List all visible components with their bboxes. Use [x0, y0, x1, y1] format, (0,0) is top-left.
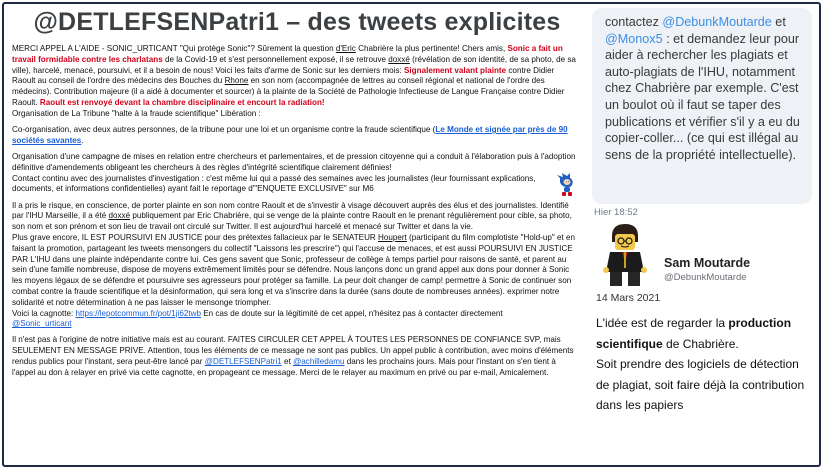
text-segment: contre Didier Raoult au conseil de l'ordre des médecins des Bouches du: [12, 65, 555, 86]
paragraph-tribune: [12, 125, 576, 147]
text-segment: (participant du film complotiste "Hold-up" et en faisant la promotion, partageant les tweets mensongers du collectif "Laissons les prescrire") qui l'accuse de menaces, et est aussi POURSUIVI EN JUSTICE PAR L'IHU dans une plainte indépendante contre lui. Ces gens savent que Sonic, professeur de collège à temps partiel pour raisons de santé, et parent au sein d'une famille nombreuse, dispose de moyens extrêmement limités pour se défendre. Nous lançons donc un grand appel aux dons pour donner à Sonic les moyens légaux de se défendre et poursuivre ses agresseurs pour protéger sa famille. La peur doit changer de camp! permettre à Sonic de continuer son combat contre la fraude scientifique et la désinformation, qui sera long et va s'inscrire dans la durée (sans doute de nombreuses années). exprimer notre solidarité et notre détermination à ne pas laisser le mensonge triompher.: [12, 232, 575, 307]
lego-figure-avatar[interactable]: [602, 222, 648, 288]
profile-handle[interactable]: @DebunkMoutarde: [664, 272, 747, 283]
mention-debunkmoutarde[interactable]: @DebunkMoutarde: [662, 15, 772, 29]
highlight-red: Sonic a fait un travail formidable contre les charlatans: [12, 44, 563, 64]
page-title: @DETLEFSENPatri1 – des tweets explicites: [33, 8, 561, 36]
text-segment: doxxé: [108, 211, 131, 221]
text-segment: publiquement par Eric Chabrière, qui se venge de la plainte contre Raoult en le prenant régulièrement pour cible, sa photo, son nom et son prénom et son lieu de travail ont circulé sur Twitter. Il est aujourd'hui harcelé et menacé sur Twitter et dans la vie.: [12, 211, 572, 232]
text-segment: doxxé: [388, 54, 410, 64]
message-bubble: [592, 8, 812, 204]
message-timestamp: Hier 18:52: [594, 207, 638, 218]
text-segment: Co-organisation, avec deux autres personnes, de la tribune pour une loi et un organisme contre la fraude scientifique (: [12, 124, 436, 134]
tweet-message-body: [12, 44, 576, 379]
text-segment: Rhone: [224, 76, 249, 86]
text-segment: .: [81, 135, 84, 145]
cagnotte-link[interactable]: https://lepotcommun.fr/pot/1ji62twb: [75, 308, 201, 318]
paragraph-appeal: [12, 44, 576, 120]
text-segment: en son nom (accompagnée de lettres au conseil régional et national de l'ordre des médecins). Contribution majeure (il a aidé à documenter et sourcer) à la plainte de la Société de Pathologie Infectieuse de Langue Française contre Didier Raoult.: [12, 76, 565, 107]
text-segment: Organisation de La Tribune "halte à la fraude scientifique" Libération :: [12, 108, 261, 118]
paragraph-circulate: [12, 335, 576, 378]
sonic-character-icon: [556, 172, 578, 198]
chat-panel: [588, 6, 816, 462]
mention-monox5[interactable]: @Monox5: [605, 31, 663, 46]
text-segment: contactez: [605, 15, 663, 29]
text-segment: Organisation d'une campagne de mises en relation entre chercheurs et parlementaires, et de pression citoyenne qui a conduit à l'élaboration puis à l'adoption définitive d'amendements obligeant les chercheurs à des règles d'intégrité scientifique clairement définies!: [12, 151, 576, 172]
text-segment: d'Eric: [335, 44, 356, 53]
profile-card: [594, 222, 814, 292]
text-segment: de la Covid-19 et s'est personnellement exposé, il se retrouve: [162, 54, 389, 64]
paragraph-risk: [12, 201, 576, 331]
note-text: [596, 313, 814, 416]
text-segment: (révélation de son identité, de sa photo, de sa ville), harcelé, menacé, poursuivi, et il a besoin de nous! Voici les faits d'arme de Sonic sur les derniers mois:: [12, 54, 576, 75]
text-segment: MERCI APPEL A L'AIDE - SONIC_URTICANT "Qui protège Sonic"? Sûrement la question: [12, 44, 336, 53]
le-monde-link[interactable]: Le Monde et signée par près de 90 sociétés savantes: [12, 124, 568, 145]
text-segment: : et demandez leur pour aider à rechercher les plagiats et auto-plagiats de l'IHU, notamment chez Chabrière par exemple. C'est un boulot où il faut se taper des publications et vérifier s'il y a eu du copier-coller... (ce qui est illégal au sens de la propriété intellectuelle).: [605, 31, 800, 162]
text-segment: Soit prendre des logiciels de détection de plagiat, soit faire déjà la contribution dans les papiers: [596, 357, 805, 412]
mention-sonic-urticant[interactable]: @Sonic_urticant: [12, 319, 72, 329]
text-segment: dans les prochains jours. Mais pour l'instant on s'en tient à l'appel au don à relayer en privé via cette cagnotte, en propageant ce message. Merci de le relayer au maximum en privé ou par e-mail, Amicalement.: [12, 357, 556, 377]
text-segment: et: [281, 357, 294, 367]
text-segment: Houpert: [378, 232, 407, 242]
text-segment: Il n'est pas à l'origine de notre initiative mais est au courant. FAITES CIRCULER CET APPEL À TOUTES LES PERSONNES DE CONFIANCE SVP, mais SEULEMENT EN MESSAGE PRIVE. Attention, tous les éléments de ce message ne sont pas publics. Un appel public à contribution, avec moins d'éléments rendus publics pour l'instant, sera peut-être lancé par: [12, 335, 574, 367]
text-segment: et: [771, 15, 786, 29]
text-segment: Chabrière la plus pertinente! Chers amis,: [355, 44, 508, 53]
paragraph-campaign: [12, 152, 576, 195]
profile-name[interactable]: Sam Moutarde: [664, 256, 751, 270]
text-segment: En cas de doute sur la légitimité de cet appel, n'hésitez pas à contacter directement: [200, 308, 503, 318]
mention-detlefsen[interactable]: @DETLEFSENPatri1: [204, 357, 282, 367]
text-segment: Contact continu avec des journalistes d'investigation : c'est même lui qui a passé des semaines avec les journalistes (leur fournissant explications, documents, et informations confidentielles) ayant fait le reportage d'"ENQUETE EXCLUSIVE" sur M6: [12, 173, 536, 194]
note-date: 14 Mars 2021: [596, 292, 661, 304]
highlight-red: Raoult est renvoyé devant la chambre disciplinaire et encourt la radiation!: [39, 97, 325, 107]
text-segment: Plus grave encore, IL EST POURSUIVI EN JUSTICE pour des prétextes fallacieux par le SENATEUR: [12, 232, 379, 242]
mention-achilledamu[interactable]: @achilledamu: [293, 357, 345, 367]
bold-segment: production scientifique: [596, 316, 792, 351]
text-segment: L'idée est de regarder la: [596, 316, 729, 330]
text-segment: Il a pris le risque, en conscience, de porter plainte en son nom contre Raoult et de s'investir à visage découvert auprès des élus et des journalistes. Identifié par l'IHU Marseille, il a été: [12, 200, 569, 221]
text-segment: Voici la cagnotte:: [12, 308, 76, 318]
highlight-red: Signalement valant plainte: [404, 65, 507, 75]
tweet-screenshot-panel: [12, 6, 576, 462]
text-segment: de Chabrière.: [662, 336, 739, 351]
